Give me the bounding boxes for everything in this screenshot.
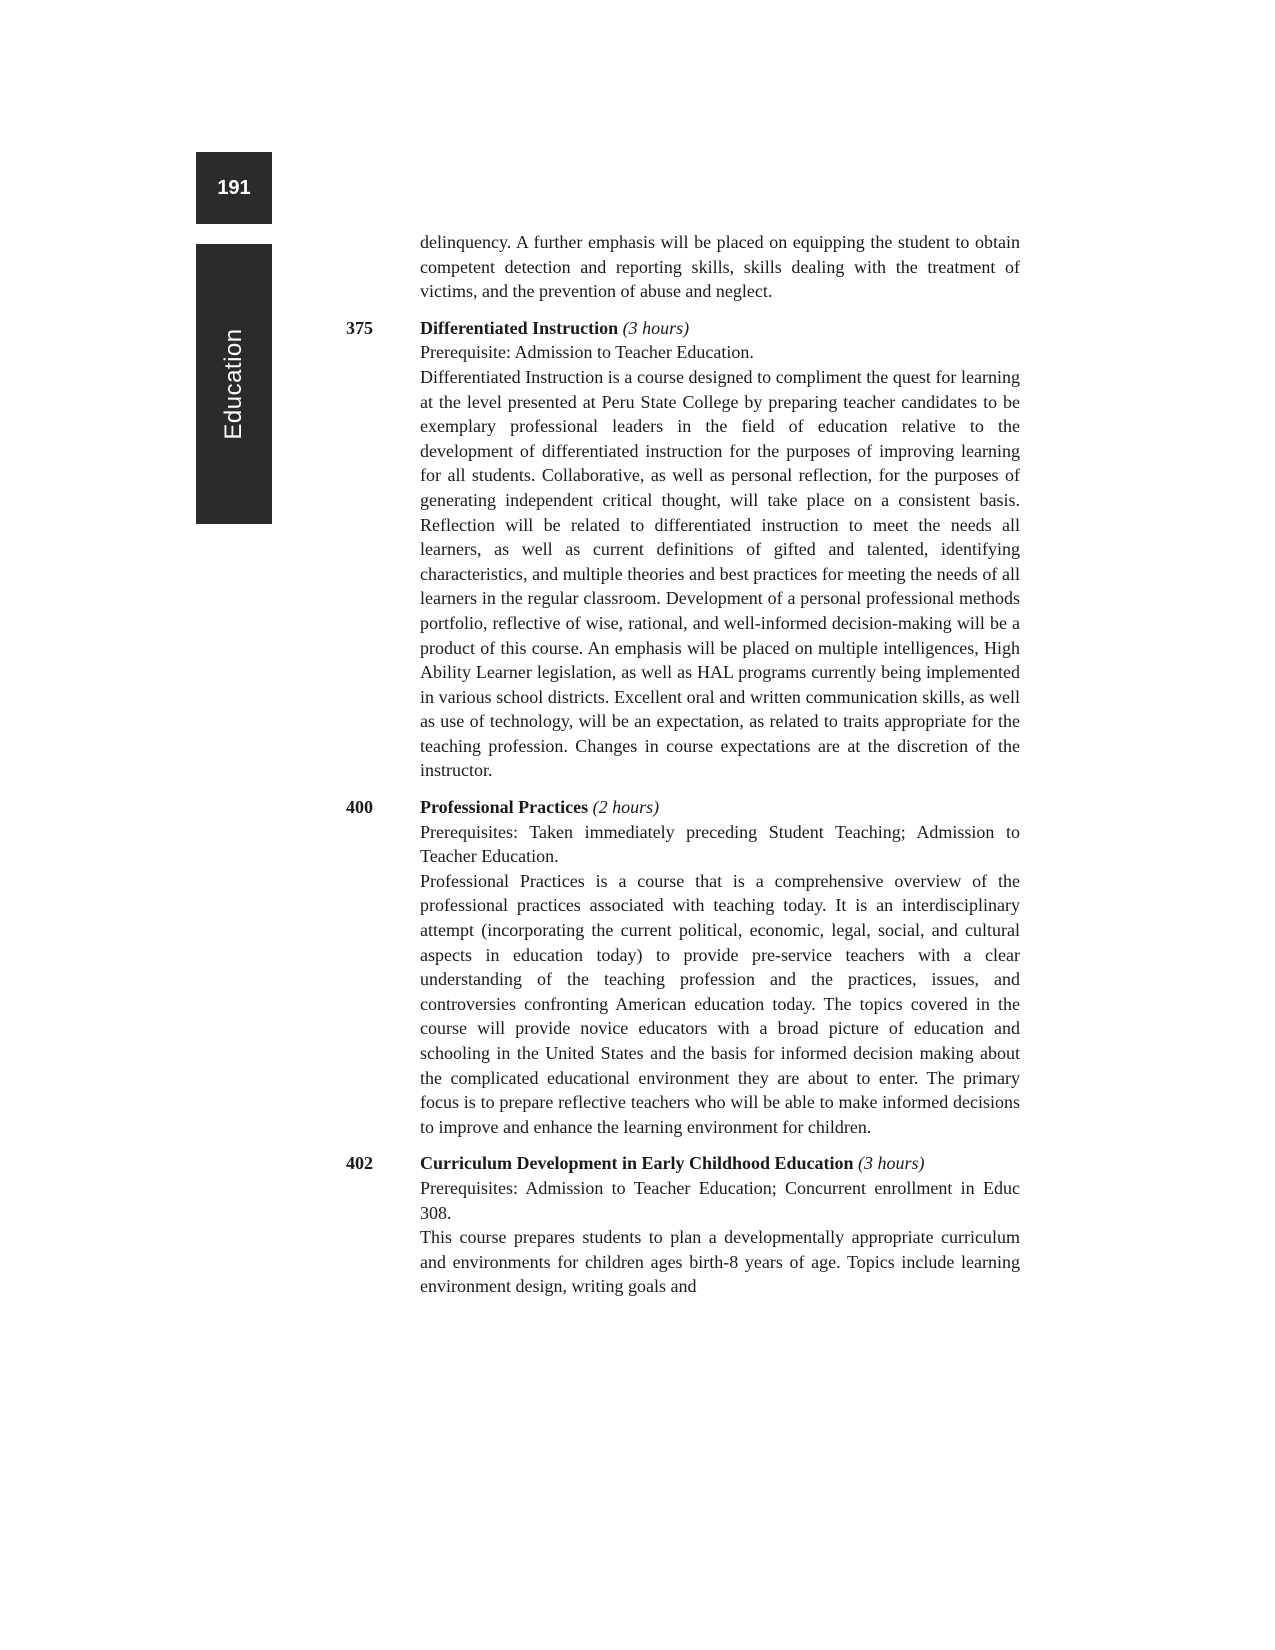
course-prerequisite: Prerequisites: Admission to Teacher Education; Concurrent enrollment in Educ 308. — [420, 1177, 1020, 1223]
course-title: Curriculum Development in Early Childhood Education — [420, 1153, 854, 1174]
course-hours: (3 hours) — [858, 1153, 925, 1174]
course-title: Differentiated Instruction — [420, 317, 619, 338]
intro-paragraph: delinquency. A further emphasis will be placed on equipping the student to obtain competent detection and reporting skills, skills dealing with the treatment of victims, and the prevention of abuse and neglect. — [420, 232, 1020, 302]
course-entry-375 — [346, 316, 1020, 783]
course-hours: (2 hours) — [592, 797, 660, 818]
course-entry-402 — [346, 1151, 1020, 1299]
section-tab — [196, 244, 272, 524]
course-title: Professional Practices — [420, 797, 589, 818]
course-description: Differentiated Instruction is a course designed to compliment the quest for learning at the level presented at Peru State College by preparing teacher candidates to be exemplary professional leaders in the field of education relative to the development of differentiated instruction for the purposes of improving learning for all students. Collaborative, as well as personal reflection, for the purposes of generating independent critical thought, will take place on a consistent basis. Reflection will be related to differentiated instruction to meet the needs all learners, as well as current definitions of gifted and talented, identifying characteristics, and multiple theories and best practices for meeting the needs of all learners in the regular classroom. Development of a personal professional methods portfolio, reflective of wise, rational, and well-informed decision-making will be a product of this course. An emphasis will be placed on multiple intelligences, High Ability Learner legislation, as well as HAL programs currently being implemented in various school districts. Excellent oral and written communication skills, as well as use of technology, will be an expectation, as related to traits appropriate for the teaching profession. Changes in course expectations are at the discretion of the instructor. — [420, 366, 1020, 781]
course-hours: (3 hours) — [622, 317, 690, 338]
course-heading — [420, 316, 1020, 341]
course-number: 375 — [346, 317, 373, 338]
course-prerequisite: Prerequisites: Taken immediately preceding Student Teaching; Admission to Teacher Education. — [420, 821, 1020, 867]
course-description: This course prepares students to plan a developmentally appropriate curriculum and environments for children ages birth-8 years of age. Topics include learning environment design, writing goals and — [420, 1227, 1020, 1297]
course-prerequisite: Prerequisite: Admission to Teacher Education. — [420, 342, 754, 363]
page-number-tab — [196, 152, 272, 224]
course-number: 400 — [346, 797, 373, 818]
course-heading — [420, 795, 1020, 820]
course-number: 402 — [346, 1153, 373, 1174]
page-content — [346, 230, 1020, 1299]
course-heading — [420, 1151, 1020, 1176]
course-description: Professional Practices is a course that is a comprehensive overview of the professional practices associated with teaching today. It is an interdisciplinary attempt (incorporating the current political, economic, legal, social, and cultural aspects in education today) to provide pre-service teachers with a clear understanding of the teaching profession and the practices, issues, and controversies confronting American education today. The topics covered in the course will provide novice educators with a broad picture of education and schooling in the United States and the basis for informed decision making about the complicated educational environment they are about to enter. The primary focus is to prepare reflective teachers who will be able to make informed decisions to improve and enhance the learning environment for children. — [420, 870, 1020, 1137]
section-tab-label: Education — [220, 328, 247, 440]
page-number: 191 — [217, 176, 251, 199]
course-entry-400 — [346, 795, 1020, 1139]
